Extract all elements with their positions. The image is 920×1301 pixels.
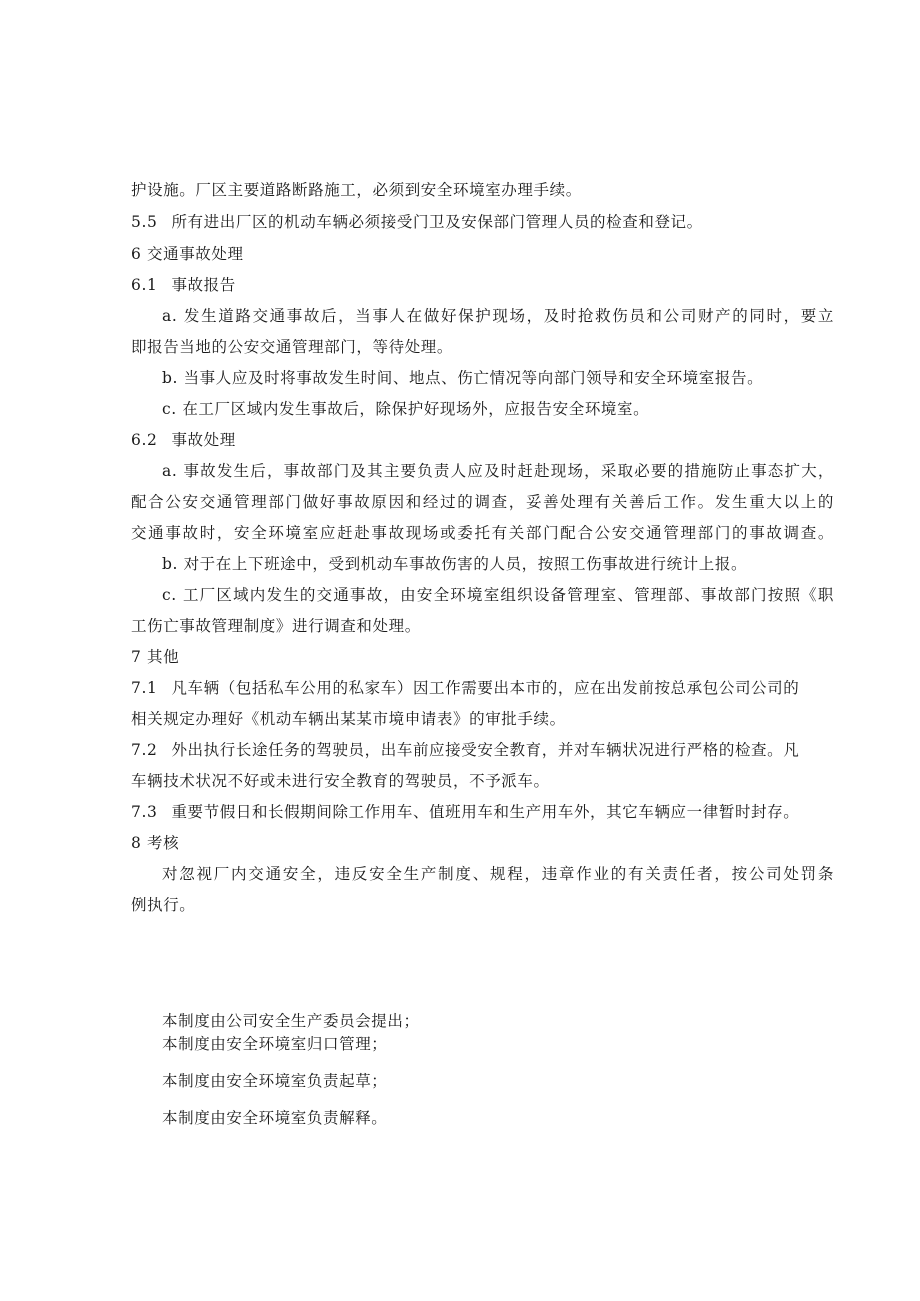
body-line: 车辆技术状况不好或未进行安全教育的驾驶员，不予派车。 bbox=[131, 772, 550, 790]
body-line: 对忽视厂内交通安全，违反安全生产制度、规程，违章作业的有关责任者，按公司处罚条 bbox=[162, 865, 834, 883]
body-line: a. 发生道路交通事故后，当事人在做好保护现场，及时抢救伤员和公司财产的同时，要立 bbox=[162, 307, 834, 325]
footer-note: 本制度由安全环境室负责起草； bbox=[162, 1072, 388, 1090]
body-line: c. 工厂区域内发生的交通事故，由安全环境室组织设备管理室、管理部、事故部门按照《职 bbox=[162, 586, 834, 604]
clause-7-2 bbox=[131, 740, 834, 760]
subsection-title: 事故报告 bbox=[171, 276, 236, 294]
clause-text: 重要节假日和长假期间除工作用车、值班用车和生产用车外，其它车辆应一律暂时封存。 bbox=[171, 803, 800, 821]
body-line: 配合公安交通管理部门做好事故原因和经过的调查，妥善处理有关善后工作。发生重大以上的 bbox=[131, 493, 834, 511]
clause-text: 所有进出厂区的机动车辆必须接受门卫及安保部门管理人员的检查和登记。 bbox=[171, 213, 703, 231]
clause-7-3 bbox=[131, 802, 834, 822]
clause-5-5 bbox=[131, 212, 703, 232]
section-heading-7: 7 其他 bbox=[131, 648, 180, 666]
clause-number: 7.2 bbox=[131, 741, 158, 759]
body-line: 即报告当地的公安交通管理部门，等待处理。 bbox=[131, 338, 454, 356]
footer-note: 本制度由安全环境室归口管理； bbox=[162, 1035, 388, 1053]
body-line: 护设施。厂区主要道路断路施工，必须到安全环境室办理手续。 bbox=[131, 181, 582, 199]
clause-number: 5.5 bbox=[131, 213, 158, 231]
subsection-heading-6-1 bbox=[131, 275, 236, 295]
section-heading-8: 8 考核 bbox=[131, 834, 180, 852]
section-heading-6: 6 交通事故处理 bbox=[131, 245, 244, 263]
body-line: a. 事故发生后，事故部门及其主要负责人应及时赶赴现场，采取必要的措施防止事态扩大， bbox=[162, 462, 834, 480]
clause-number: 6.2 bbox=[131, 431, 158, 449]
clause-number: 7.1 bbox=[131, 679, 158, 697]
clause-text: 凡车辆（包括私车公用的私家车）因工作需要出本市的，应在出发前按总承包公司公司的 bbox=[171, 679, 800, 697]
body-line: b. 当事人应及时将事故发生时间、地点、伤亡情况等向部门领导和安全环境室报告。 bbox=[162, 369, 764, 387]
body-line: 相关规定办理好《机动车辆出某某市境申请表》的审批手续。 bbox=[131, 710, 566, 728]
body-line: 交通事故时，安全环境室应赶赴事故现场或委托有关部门配合公安交通管理部门的事故调查。 bbox=[131, 524, 834, 542]
body-line: 例执行。 bbox=[131, 896, 196, 914]
body-line: 工伤亡事故管理制度》进行调查和处理。 bbox=[131, 617, 421, 635]
clause-7-1 bbox=[131, 678, 834, 698]
footer-note: 本制度由安全环境室负责解释。 bbox=[162, 1109, 388, 1127]
footer-note: 本制度由公司安全生产委员会提出； bbox=[162, 1012, 420, 1030]
body-line: c. 在工厂区域内发生事故后，除保护好现场外，应报告安全环境室。 bbox=[162, 400, 650, 418]
clause-number: 6.1 bbox=[131, 276, 158, 294]
clause-text: 外出执行长途任务的驾驶员，出车前应接受安全教育，并对车辆状况进行严格的检查。凡 bbox=[171, 741, 800, 759]
subsection-heading-6-2 bbox=[131, 430, 236, 450]
body-line: b. 对于在上下班途中，受到机动车事故伤害的人员，按照工伤事故进行统计上报。 bbox=[162, 555, 748, 573]
subsection-title: 事故处理 bbox=[171, 431, 236, 449]
clause-number: 7.3 bbox=[131, 803, 158, 821]
